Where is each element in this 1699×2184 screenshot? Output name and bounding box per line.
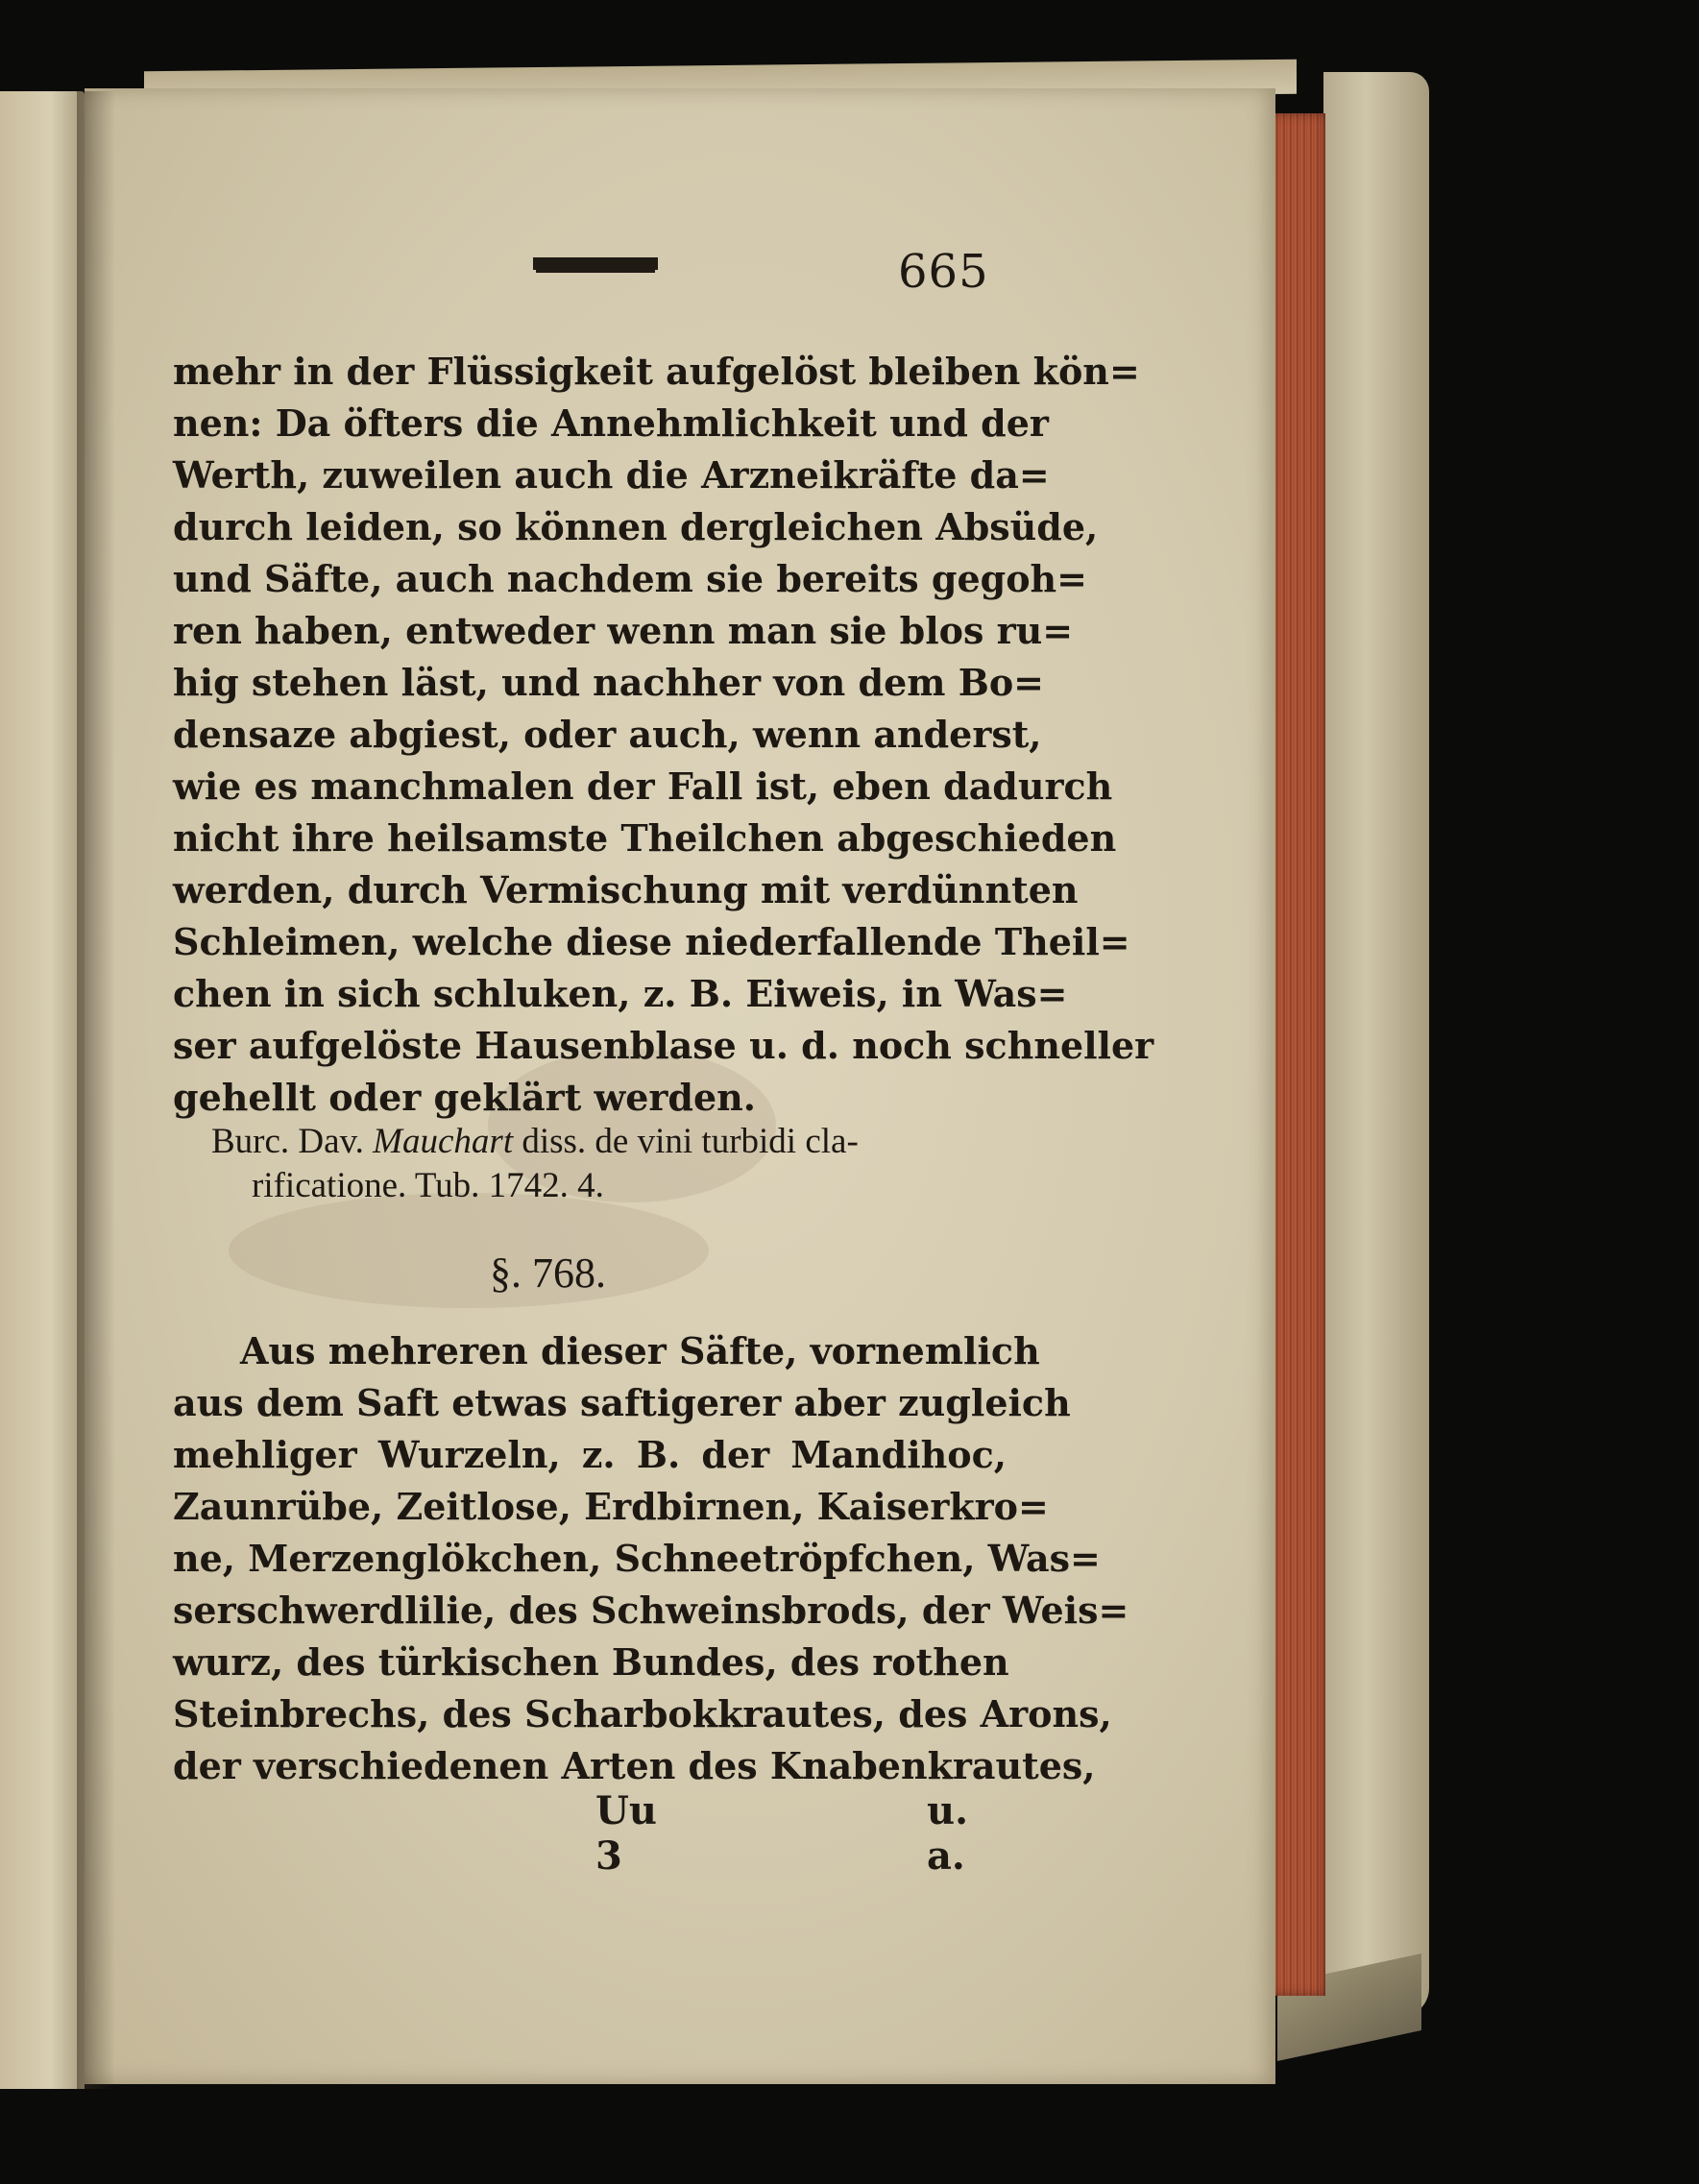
text-line: Zaunrübe, Zeitlose, Erdbirnen, Kaiserkro= bbox=[173, 1485, 1049, 1528]
left-page-edge bbox=[0, 91, 85, 2089]
text-line: und Säfte, auch nachdem sie bereits gegoh= bbox=[173, 557, 1088, 600]
text-line: hig stehen läst, und nachher von dem Bo= bbox=[173, 661, 1045, 704]
text-line: ren haben, entweder wenn man sie blos ru= bbox=[173, 609, 1074, 652]
text-line: werden, durch Vermischung mit verdünnten bbox=[173, 868, 1079, 911]
text-line: chen in sich schluken, z. B. Eiweis, in Was= bbox=[173, 972, 1068, 1015]
text-line: ne, Merzenglökchen, Schneetröpfchen, Was= bbox=[173, 1537, 1101, 1580]
text-line: wie es manchmalen der Fall ist, eben dadurch bbox=[173, 764, 1113, 808]
text-line: wurz, des türkischen Bundes, des rothen bbox=[173, 1640, 1009, 1684]
signature-mark: Uu 3 bbox=[595, 1788, 657, 1879]
text-line: densaze abgiest, oder auch, wenn anderst, bbox=[173, 713, 1042, 756]
text-line: der verschiedenen Arten des Knabenkrautes, bbox=[173, 1744, 1096, 1787]
section-heading: §. 768. bbox=[490, 1250, 606, 1297]
text-line: serschwerdlilie, des Schweinsbrods, der Weis= bbox=[173, 1589, 1129, 1632]
page-number: 665 bbox=[898, 245, 989, 299]
spine-gutter bbox=[77, 91, 115, 2089]
reference-line-2: rificatione. Tub. 1742. 4. bbox=[252, 1166, 604, 1205]
text-line: ser aufgelöste Hausenblase u. d. noch schneller bbox=[173, 1024, 1154, 1067]
reference-author: Mauchart bbox=[373, 1122, 514, 1161]
header-rule bbox=[533, 257, 658, 270]
text-line: mehr in der Flüssigkeit aufgelöst bleiben kön= bbox=[173, 350, 1140, 393]
text-line: Schleimen, welche diese niederfallende Theil= bbox=[173, 920, 1130, 963]
bibliographic-reference bbox=[211, 1120, 1047, 1164]
text-line: Werth, zuweilen auch die Arzneikräfte da= bbox=[173, 453, 1050, 497]
reference-title: diss. de vini turbidi cla- bbox=[513, 1122, 859, 1161]
text-line: nicht ihre heilsamste Theilchen abgeschieden bbox=[173, 816, 1117, 860]
text-line: Steinbrechs, des Scharbokkrautes, des Arons, bbox=[173, 1692, 1112, 1735]
text-line: gehellt oder geklärt werden. bbox=[173, 1076, 756, 1119]
book-back-cover bbox=[1323, 72, 1429, 2017]
text-line: durch leiden, so können dergleichen Absüde, bbox=[173, 505, 1099, 548]
reference-prefix: Burc. Dav. bbox=[211, 1122, 374, 1161]
text-line: aus dem Saft etwas saftigerer aber zugleich bbox=[173, 1381, 1071, 1424]
text-line: Aus mehreren dieser Säfte, vornemlich bbox=[240, 1329, 1040, 1372]
text-line: nen: Da öfters die Annehmlichkeit und der bbox=[173, 401, 1049, 445]
catchword: u. a. bbox=[927, 1788, 969, 1879]
text-line: mehliger Wurzeln, z. B. der Mandihoc, bbox=[173, 1433, 1007, 1476]
